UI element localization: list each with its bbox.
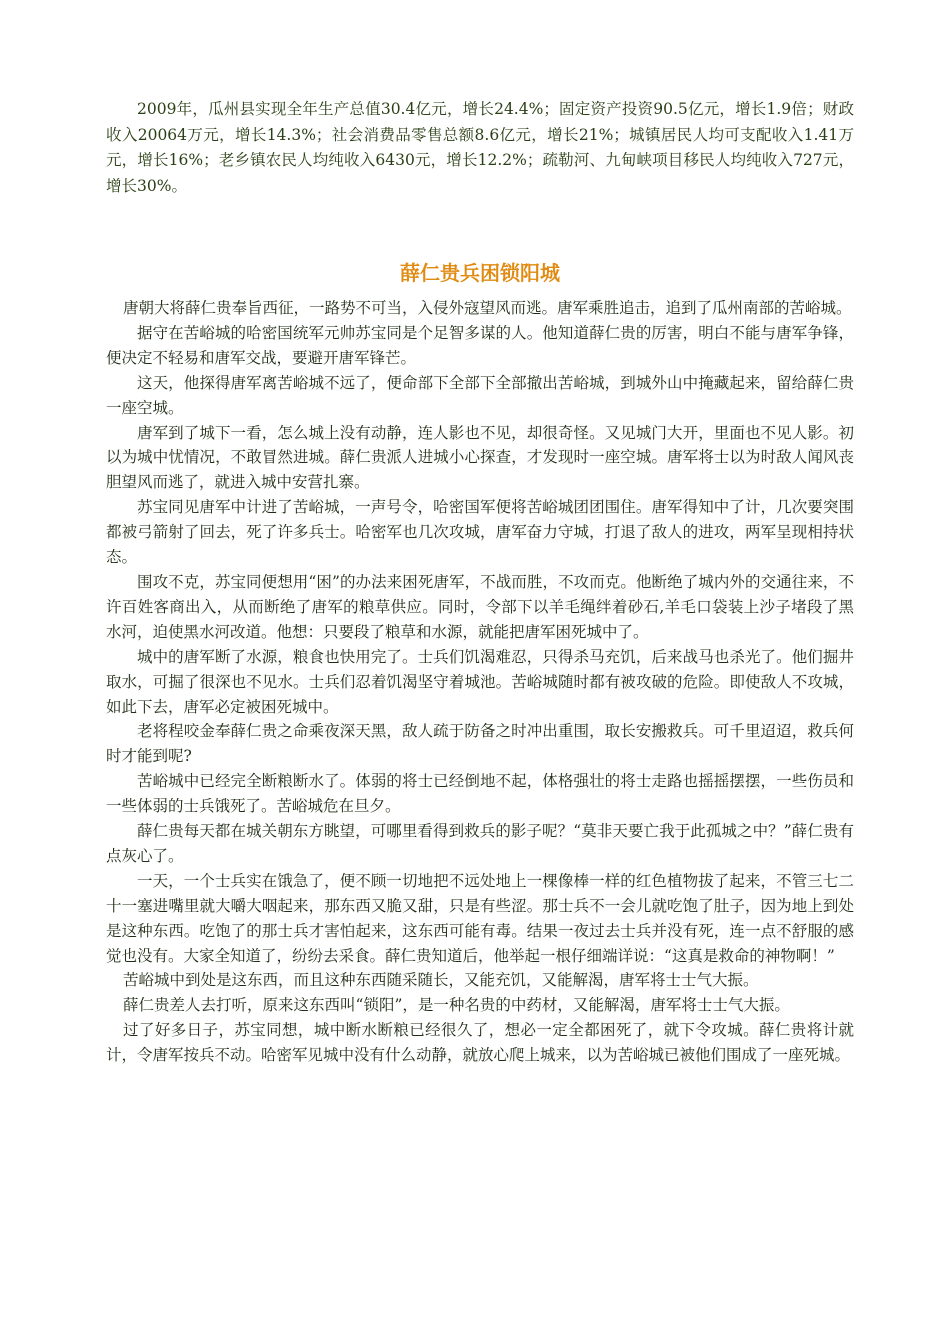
article-paragraph: 薛仁贵差人去打听，原来这东西叫“锁阳”，是一种名贵的中药材，又能解渴，唐军将士士气大振。 — [123, 996, 790, 1015]
article-paragraph: 围攻不克，苏宝同便想用“困”的办法来困死唐军，不战而胜，不攻而克。他断绝了城内外的交通往来，不许百姓客商出入，从而断绝了唐军的粮草供应。同时，令部下以羊毛绳绊着砂石,羊毛口袋装上沙子堵段了黑水河，迫使黑水河改道。他想：只要段了粮草和水源，就能把唐军困死城中了。 — [106, 572, 854, 641]
article-paragraph: 苏宝同见唐军中计进了苦峪城，一声号令，哈密国军便将苦峪城团团围住。唐军得知中了计，几次要突围都被弓箭射了回去，死了许多兵士。哈密军也几次攻城，唐军奋力守城，打退了敌人的进攻，两军呈现相持状态。 — [106, 498, 854, 567]
intro-section — [106, 97, 854, 199]
article-paragraph: 唐军到了城下一看，怎么城上没有动静，连人影也不见，却很奇怪。又见城门大开，里面也不见人影。初以为城中忧情况，不敢冒然进城。薛仁贵派人进城小心探查，才发现时一座空城。唐军将士以为时敌人闻风丧胆望风而逃了，就进入城中安营扎寨。 — [106, 423, 854, 492]
article-paragraph: 苦峪城中到处是这东西，而且这种东西随采随长，又能充饥，又能解渴，唐军将士士气大振。 — [123, 971, 759, 990]
article-title: 薛仁贵兵困锁阳城 — [400, 261, 560, 285]
article-paragraph: 薛仁贵每天都在城关朝东方眺望，可哪里看得到救兵的影子呢？“莫非天要亡我于此孤城之中？”薛仁贵有点灰心了。 — [106, 822, 854, 865]
article-paragraph: 唐朝大将薛仁贵奉旨西征，一路势不可当，入侵外寇望风而逃。唐军乘胜追击，追到了瓜州南部的苦峪城。 — [123, 299, 852, 317]
intro-paragraph: 2009年，瓜州县实现全年生产总值30.4亿元，增长24.4%；固定资产投资90.5亿元，增长1.9倍；财政收入20064万元，增长14.3%；社会消费品零售总额8.6亿元，增长21%；城镇居民人均可支配收入1.41万元，增长16%；老乡镇农民人均纯收入6430元，增长12.2%；疏勒河、九甸峡项目移民人均纯收入727元，增长30%。 — [106, 100, 854, 195]
document-page — [106, 97, 854, 1068]
article-body — [106, 296, 854, 1068]
article-paragraph: 老将程咬金奉薛仁贵之命乘夜深天黑，敌人疏于防备之时冲出重围，取长安搬救兵。可千里迢迢，救兵何时才能到呢? — [106, 722, 854, 766]
article-paragraph: 苦峪城中已经完全断粮断水了。体弱的将士已经倒地不起，体格强壮的将士走路也摇摇摆摆，一些伤员和一些体弱的士兵饿死了。苦峪城危在旦夕。 — [106, 772, 854, 816]
article-paragraph: 过了好多日子，苏宝同想，城中断水断粮已经很久了，想必一定全都困死了，就下令攻城。薛仁贵将计就计，令唐军按兵不动。哈密军见城中没有什么动静，就放心爬上城来，以为苦峪城已被他们围成了一座死城。 — [106, 1021, 854, 1065]
article-paragraph: 这天，他探得唐军离苦峪城不远了，便命部下全部下全部撤出苦峪城，到城外山中掩藏起来，留给薛仁贵一座空城。 — [106, 373, 854, 417]
article-paragraph: 城中的唐军断了水源，粮食也快用完了。士兵们饥渴难忍，只得杀马充饥，后来战马也杀光了。他们掘井取水，可掘了很深也不见水。士兵们忍着饥渴坚守着城池。苦峪城随时都有被攻破的危险。即使敌人不攻城，如此下去，唐军必定被困死城中。 — [106, 647, 854, 716]
article-paragraph: 据守在苦峪城的哈密国统军元帅苏宝同是个足智多谋的人。他知道薛仁贵的厉害，明白不能与唐军争锋，便决定不轻易和唐军交战，要避开唐军锋芒。 — [106, 323, 854, 367]
article-paragraph: 一天，一个士兵实在饿急了，便不顾一切地把不远处地上一棵像棒一样的红色植物拔了起来，不管三七二十一塞进嘴里就大嚼大咽起来，那东西又脆又甜，只是有些涩。那士兵不一会儿就吃饱了肚子，因为地上到处是这种东西。吃饱了的那士兵才害怕起来，这东西可能有毒。结果一夜过去士兵并没有死，连一点不舒服的感觉也没有。大家全知道了，纷纷去采食。薛仁贵知道后，他举起一根仔细端详说：“这真是救命的神物啊！” — [106, 871, 854, 965]
